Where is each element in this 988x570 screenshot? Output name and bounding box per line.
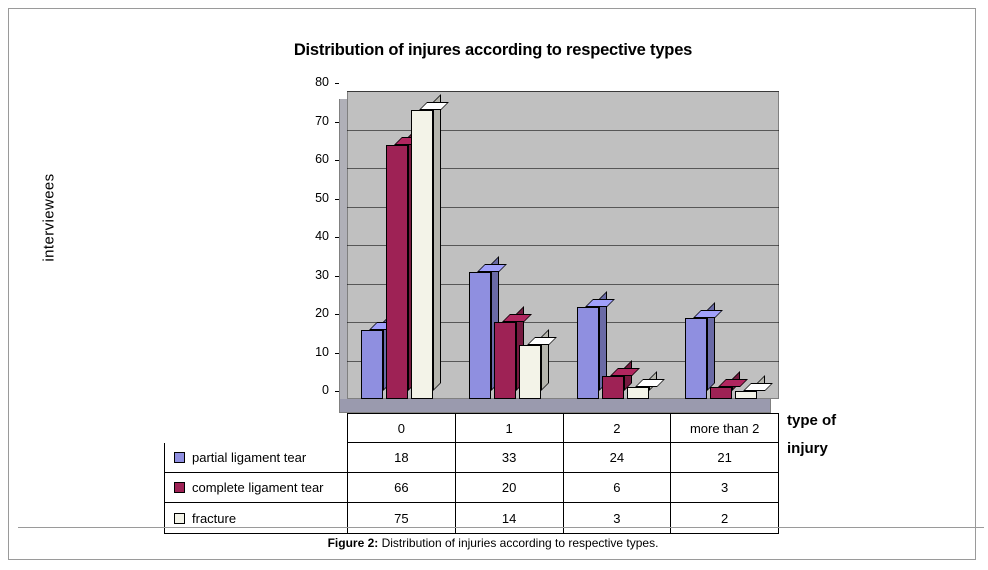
legend-label: complete ligament tear <box>192 480 324 495</box>
bar <box>494 322 516 399</box>
data-table <box>164 443 779 534</box>
table-cell: 33 <box>456 443 564 472</box>
bar <box>710 387 732 399</box>
y-axis-tick <box>335 353 339 354</box>
table-cell: 14 <box>456 503 564 533</box>
bar <box>602 376 624 399</box>
bar <box>735 391 757 399</box>
category-label: 0 <box>348 414 456 442</box>
bar-front-face <box>519 345 541 399</box>
y-axis-tick <box>335 83 339 84</box>
gridline <box>347 91 779 92</box>
table-cell: 21 <box>717 450 732 465</box>
y-axis-tick <box>335 160 339 161</box>
x-axis-label <box>787 407 937 463</box>
bar <box>577 307 599 399</box>
bar-front-face <box>469 272 491 399</box>
chart-title: Distribution of injures according to respective types <box>293 41 693 59</box>
table-row <box>165 473 778 503</box>
legend-swatch-icon <box>174 513 185 524</box>
category-label: 2 <box>564 414 672 442</box>
y-axis-tick <box>335 314 339 315</box>
bar-front-face <box>494 322 516 399</box>
y-axis-tick-label: 40 <box>315 229 329 243</box>
bar-side-face <box>433 94 441 391</box>
legend-entry <box>165 503 348 533</box>
x-axis-label-line1: type of <box>787 412 837 429</box>
legend-entry <box>165 473 348 502</box>
y-axis-tick <box>335 199 339 200</box>
figure-caption <box>9 536 977 550</box>
table-row <box>165 443 778 473</box>
bar-front-face <box>577 307 599 399</box>
plot-3d-left-face <box>339 99 347 399</box>
bar <box>386 145 408 399</box>
category-label: 1 <box>456 414 564 442</box>
table-cell: 3 <box>721 480 729 495</box>
chart-plot-area <box>9 9 977 561</box>
y-axis-tick-label: 70 <box>315 113 329 128</box>
bar <box>411 110 433 399</box>
y-axis-tick-label: 20 <box>315 306 329 320</box>
bar <box>469 272 491 399</box>
y-axis-tick-label: 0 <box>322 383 329 397</box>
bar-front-face <box>627 387 649 399</box>
table-cell: 24 <box>564 443 672 472</box>
y-axis-tick-label: 10 <box>315 344 329 359</box>
bar <box>627 387 649 399</box>
y-axis-tick-label: 30 <box>315 267 329 282</box>
bar <box>519 345 541 399</box>
y-axis-tick <box>335 391 339 392</box>
table-cell: 3 <box>564 503 672 533</box>
y-axis-tick-label: 80 <box>315 75 329 89</box>
table-cell: 18 <box>348 443 456 472</box>
table-row <box>165 503 778 533</box>
x-axis-label-line2: injury <box>787 440 828 457</box>
category-label: more than 2 <box>689 420 760 436</box>
legend-label: partial ligament tear <box>192 450 307 465</box>
y-axis-tick <box>335 276 339 277</box>
table-cell: 2 <box>721 510 729 526</box>
y-axis-tick <box>335 122 339 123</box>
figure-frame <box>8 8 976 560</box>
legend-swatch-icon <box>174 482 185 493</box>
bar <box>361 330 383 399</box>
caption-divider <box>18 527 984 528</box>
bar-front-face <box>602 376 624 399</box>
caption-text: Distribution of injuries according to respective types. <box>378 536 659 550</box>
y-axis-label: interviewees <box>40 173 58 262</box>
bar-front-face <box>411 110 433 399</box>
bar <box>685 318 707 399</box>
bar-front-face <box>735 391 757 399</box>
category-axis-row <box>347 413 779 443</box>
caption-label: Figure 2: <box>327 536 379 550</box>
bar-front-face <box>685 318 707 399</box>
legend-label: fracture <box>192 510 237 526</box>
table-cell: 6 <box>564 473 672 502</box>
y-axis-tick-label: 60 <box>315 152 329 166</box>
plot-3d-floor <box>339 399 771 413</box>
y-axis-tick <box>335 237 339 238</box>
bar-front-face <box>361 330 383 399</box>
bar-front-face <box>710 387 732 399</box>
table-cell: 20 <box>456 473 564 502</box>
bar-front-face <box>386 145 408 399</box>
table-cell: 75 <box>348 503 456 533</box>
legend-swatch-icon <box>174 452 185 463</box>
table-cell: 66 <box>348 473 456 502</box>
y-axis-tick-label: 50 <box>315 190 329 205</box>
legend-entry <box>165 443 348 472</box>
